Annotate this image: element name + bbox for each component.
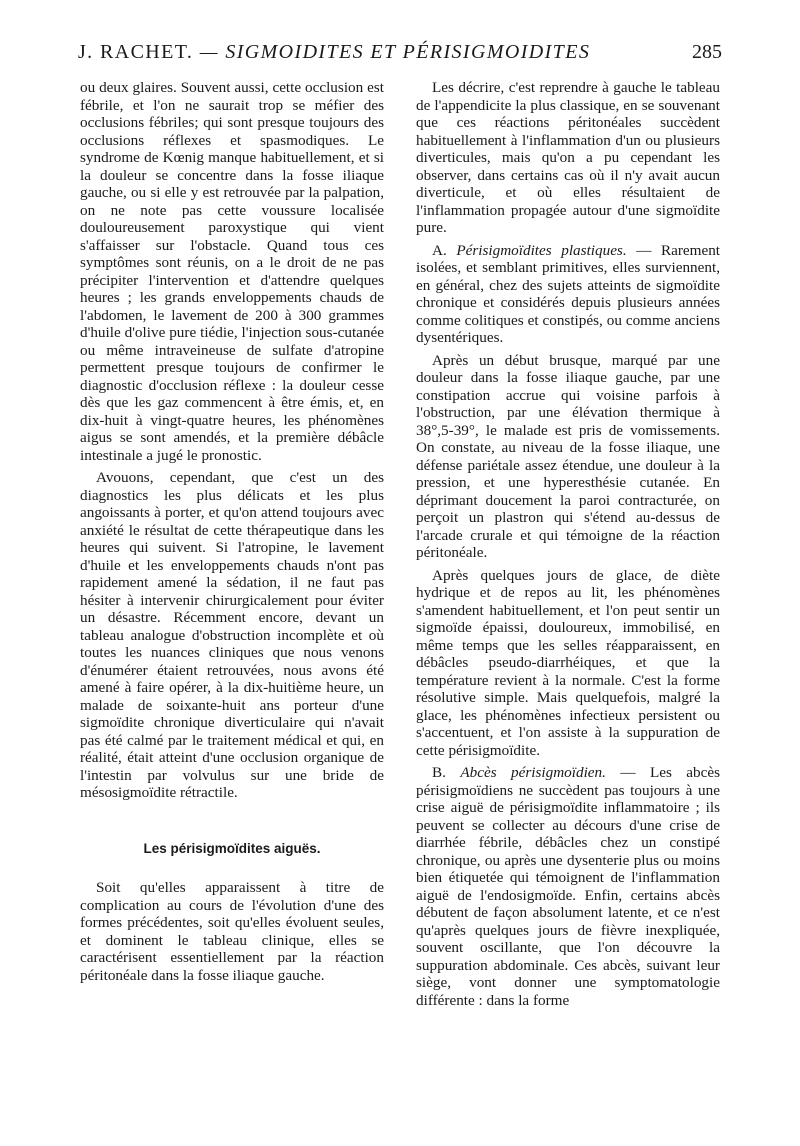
- header-dash: —: [199, 41, 219, 63]
- paragraph: Soit qu'elles apparaissent à titre de complication au cours de l'évolution d'une des formes précédentes, soit qu'elles évoluent seules, et dominent le tableau clinique, elles se caractérisent essentiellement par la réaction péritonéale dans la fosse iliaque gauche.: [80, 879, 384, 984]
- subsection-a: [416, 242, 720, 347]
- paragraph: Avouons, cependant, que c'est un des diagnostics les plus délicats et les plus angoissants à porter, et qu'on attend toujours avec anxiété le résultat de cette thérapeutique dans les heures qui suivent. Si l'atropine, le lavement d'huile et les enveloppements chauds n'ont pas rapidement amené la sédation, il ne faut pas hésiter à intervenir chirurgicalement pour éviter un désastre. Récemment encore, devant un tableau analogue d'obstruction incomplète et où toutes les nuances cliniques que nous venons d'énumérer étaient retrouvées, nous avons été amené à faire opérer, à la dix-huitième heure, un malade de soixante-huit ans porteur d'une sigmoïdite chronique diverticulaire qui n'avait pas été calmé par le traitement médical et qui, en réalité, était atteint d'une occlusion organique de l'intestin par volvulus sur une bride de mésosigmoïdite rétractile.: [80, 469, 384, 801]
- subsection-a-title: Périsigmoïdites plastiques.: [456, 241, 627, 259]
- subsection-b-title: Abcès périsigmoïdien.: [460, 764, 606, 781]
- subsection-b-label: B.: [432, 764, 446, 781]
- subsection-a-label: A.: [432, 241, 447, 259]
- right-column: [416, 79, 720, 1009]
- paragraph: Après un début brusque, marqué par une douleur dans la fosse iliaque gauche, par une constipation accrue qui voisine parfois à l'obstruction, par une élévation thermique à 38°,5-39°, le malade est pris de vomissements. On constate, au niveau de la fosse iliaque, une défense pariétale assez étendue, une douleur à la pression, et une hyperesthésie cutanée. En déprimant doucement la paroi contracturée, on perçoit un plastron qui s'étend au-dessus de l'arcade crurale et qui témoigne de la réaction péritonéale.: [416, 351, 720, 561]
- subsection-a-text: — Rarement isolées, et semblant primitives, elles surviennent, en général, chez des sujets atteints de sigmoïdite chronique et considérés depuis plusieurs années comme colitiques et constipés, ou comme anciens dysentériques.: [416, 241, 721, 346]
- section-heading: Les périsigmoïdites aiguës.: [143, 840, 321, 856]
- header-title: SIGMOIDITES ET PÉRISIGMOIDITES: [225, 41, 591, 63]
- page-number: 285: [692, 41, 722, 63]
- paragraph: Après quelques jours de glace, de diète hydrique et de repos au lit, les phénomènes s'amendent habituellement, et l'on peut sentir un sigmoïde épaissi, douloureux, immobilisé, en même temps que les selles réapparaissent, en débâcles pseudo-diarrhéiques, et que la température revient à la normale. C'est la forme résolutive simple. Mais quelquefois, malgré la glace, les phénomènes infectieux persistent ou s'accentuent, et l'on assiste à la suppuration de cette périsigmoïdite.: [416, 566, 720, 759]
- left-column: [80, 79, 384, 984]
- paragraph: Les décrire, c'est reprendre à gauche le tableau de l'appendicite la plus classique, en se souvenant que ces réactions péritonéales succèdent habituellement à l'inflammation d'un ou plusieurs diverticules, mais qu'on a pu cependant les observer, dans certains cas où il n'y avait aucun diverticule, et où elles résultaient de l'inflammation propagée autour d'une sigmoïdite pure.: [416, 79, 720, 236]
- header-author: J. RACHET.: [78, 41, 194, 63]
- subsection-b-text: — Les abcès périsigmoïdiens ne succèdent pas toujours à une crise aiguë de périsigmoïdite inflammatoire ; ils peuvent se collecter au décours d'une crise de diarrhée fébrile, débâcles chez un constipé chronique, ou après une dysenterie plus ou moins bien étiquetée qui témoignent de l'inflammation aiguë de l'endosigmoïde. Enfin, certains abcès débutent de façon absolument latente, et ce n'est qu'après quelques jours de fièvre inexpliquée, souvent oscillante, que l'on découvre la suppuration abdominale. Ces abcès, suivant leur siège, vont donner une symptomatologie différente : dans la forme: [416, 764, 720, 1009]
- paragraph: ou deux glaires. Souvent aussi, cette occlusion est fébrile, et l'on ne saurait trop se méfier des occlusions fébriles; qui sont presque toujours des occlusions réflexes et spasmodiques. Le syndrome de Kœnig manque habituellement, et si la douleur se concentre dans la fosse iliaque gauche, ou si elle y est retrouvée par la palpation, on ne note pas cette voussure localisée douloureusement paroxystique qui vient s'affaisser sur l'obstacle. Quand tous ces symptômes sont réunis, on a le droit de ne pas précipiter l'intervention et d'attendre quelques heures ; les grands enveloppements chauds de l'abdomen, le lavement de 200 à 300 grammes d'huile d'olive pure tiédie, l'injection sous-cutanée ou même intraveineuse de sulfate d'atropine permettent presque toujours de confirmer le diagnostic d'occlusion réflexe : la douleur cesse dès que les gaz commencent à être émis, et, en dix-huit à vingt-quatre heures, les phénomènes aigus se sont amendés, et la première débâcle intestinale a jugé le pronostic.: [80, 79, 384, 464]
- header-title-line: [78, 41, 590, 64]
- subsection-b: [416, 764, 720, 1009]
- running-header: [78, 41, 722, 71]
